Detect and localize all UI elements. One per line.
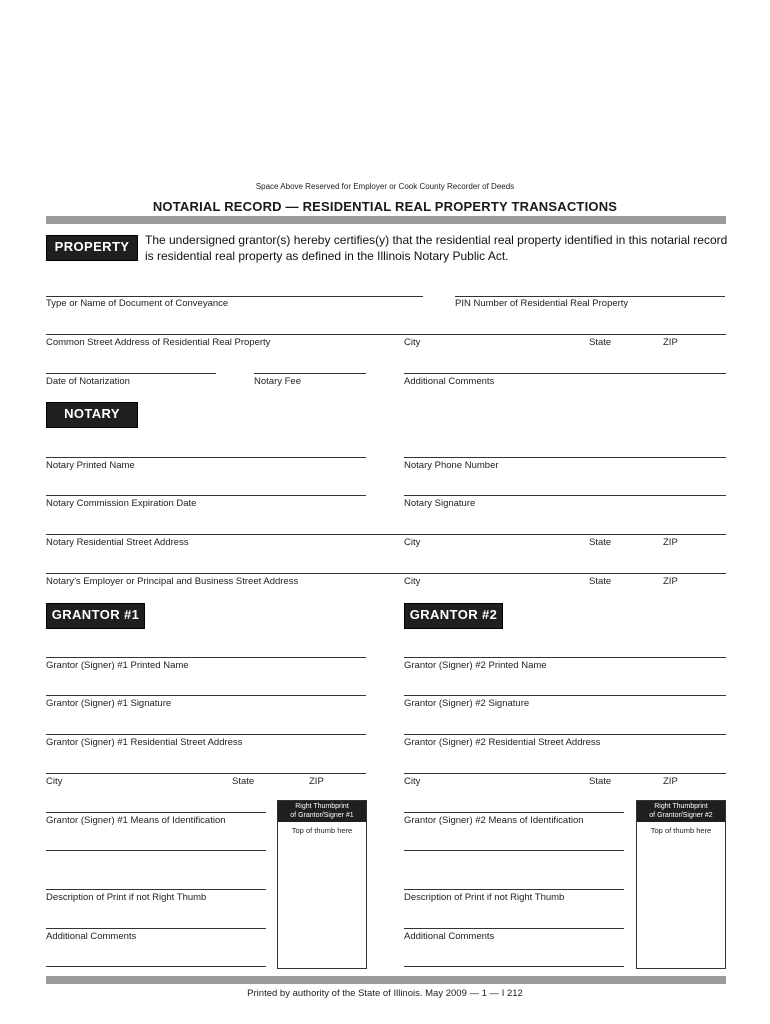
grantor2-comments-extra-line[interactable] — [404, 966, 624, 967]
commission-exp-label: Notary Commission Expiration Date — [46, 498, 197, 509]
grantor1-signature-line[interactable] — [46, 695, 366, 696]
grantor1-print-desc-line[interactable] — [46, 889, 266, 890]
property-comments-line[interactable] — [404, 373, 726, 374]
grantor2-thumbprint-title-line1: Right Thumbprint — [654, 803, 708, 810]
notary-signature-label: Notary Signature — [404, 498, 476, 509]
notary-name-line[interactable] — [46, 457, 366, 458]
grantor1-city-label: City — [46, 776, 63, 787]
top-divider-band — [46, 216, 726, 224]
grantor2-zip-label: ZIP — [663, 776, 678, 787]
notary-employer-line[interactable] — [46, 573, 726, 574]
notary-employer-label: Notary’s Employer or Principal and Business Street Address — [46, 576, 299, 587]
notary-res-street-line[interactable] — [46, 534, 726, 535]
property-intro-text: The undersigned grantor(s) hereby certifies(y) that the residential real property identified in this notarial record is residential real property as defined in the Illinois Notary Public Act. — [145, 233, 728, 263]
grantor2-print-desc-label: Description of Print if not Right Thumb — [404, 892, 565, 903]
grantor1-id-label: Grantor (Signer) #1 Means of Identification — [46, 815, 226, 826]
notary-section-badge: NOTARY — [46, 402, 138, 428]
grantor1-street-line[interactable] — [46, 734, 366, 735]
grantor2-thumbprint-header — [637, 801, 725, 822]
notary-emp-city-label: City — [404, 576, 421, 587]
grantor2-city-line[interactable] — [404, 773, 726, 774]
grantor2-thumbprint-title-line2: of Grantor/Signer #2 — [649, 812, 713, 819]
footer-printed-by: Printed by authority of the State of Illinois. May 2009 — 1 — I 212 — [247, 988, 523, 999]
grantor2-comments-line[interactable] — [404, 928, 624, 929]
notary-phone-line[interactable] — [404, 457, 726, 458]
notary-phone-label: Notary Phone Number — [404, 460, 499, 471]
notary-res-zip-label: ZIP — [663, 537, 678, 548]
document-type-label: Type or Name of Document of Conveyance — [46, 298, 229, 309]
notary-res-street-label: Notary Residential Street Address — [46, 537, 189, 548]
grantor1-thumbprint-header — [278, 801, 366, 822]
notary-res-city-label: City — [404, 537, 421, 548]
pin-label: PIN Number of Residential Real Property — [455, 298, 629, 309]
property-city-label: City — [404, 337, 421, 348]
grantor2-street-label: Grantor (Signer) #2 Residential Street Address — [404, 737, 601, 748]
grantor1-comments-line[interactable] — [46, 928, 266, 929]
grantor2-street-line[interactable] — [404, 734, 726, 735]
grantor1-id-line[interactable] — [46, 812, 266, 813]
notarization-date-label: Date of Notarization — [46, 376, 130, 387]
reserved-space-note: Space Above Reserved for Employer or Cook County Recorder of Deeds — [255, 182, 515, 191]
grantor1-name-label: Grantor (Signer) #1 Printed Name — [46, 660, 189, 671]
notary-fee-label: Notary Fee — [254, 376, 301, 387]
grantor1-city-line[interactable] — [46, 773, 366, 774]
form-title: NOTARIAL RECORD — RESIDENTIAL REAL PROPERTY TRANSACTIONS — [152, 199, 618, 214]
document-type-line[interactable] — [46, 296, 423, 297]
grantor2-print-desc-line[interactable] — [404, 889, 624, 890]
grantor1-thumbprint-note: Top of thumb here — [291, 826, 353, 835]
grantor1-print-desc-label: Description of Print if not Right Thumb — [46, 892, 207, 903]
grantor2-id-label: Grantor (Signer) #2 Means of Identification — [404, 815, 584, 826]
pin-line[interactable] — [455, 296, 725, 297]
notary-res-state-label: State — [589, 537, 612, 548]
grantor1-section-badge: GRANTOR #1 — [46, 603, 145, 629]
grantor1-state-label: State — [232, 776, 255, 787]
notary-name-label: Notary Printed Name — [46, 460, 135, 471]
grantor2-comments-label: Additional Comments — [404, 931, 495, 942]
grantor1-zip-label: ZIP — [309, 776, 324, 787]
grantor1-name-line[interactable] — [46, 657, 366, 658]
grantor1-thumbprint-box[interactable] — [277, 800, 367, 969]
property-comments-label: Additional Comments — [404, 376, 495, 387]
grantor1-thumbprint-title-line2: of Grantor/Signer #1 — [290, 812, 354, 819]
notary-signature-line[interactable] — [404, 495, 726, 496]
grantor2-id-extra-line[interactable] — [404, 850, 624, 851]
grantor1-id-extra-line[interactable] — [46, 850, 266, 851]
property-zip-label: ZIP — [663, 337, 678, 348]
property-section-badge: PROPERTY — [46, 235, 138, 261]
grantor1-comments-label: Additional Comments — [46, 931, 137, 942]
notarization-date-line[interactable] — [46, 373, 216, 374]
property-street-label: Common Street Address of Residential Real Property — [46, 337, 271, 348]
grantor2-signature-line[interactable] — [404, 695, 726, 696]
grantor1-street-label: Grantor (Signer) #1 Residential Street Address — [46, 737, 243, 748]
grantor2-state-label: State — [589, 776, 612, 787]
notary-emp-state-label: State — [589, 576, 612, 587]
commission-exp-line[interactable] — [46, 495, 366, 496]
bottom-divider-band — [46, 976, 726, 984]
grantor2-thumbprint-note: Top of thumb here — [650, 826, 712, 835]
grantor1-signature-label: Grantor (Signer) #1 Signature — [46, 698, 172, 709]
notary-fee-line[interactable] — [254, 373, 366, 374]
grantor1-thumbprint-title-line1: Right Thumbprint — [295, 803, 349, 810]
grantor2-signature-label: Grantor (Signer) #2 Signature — [404, 698, 530, 709]
notary-emp-zip-label: ZIP — [663, 576, 678, 587]
property-state-label: State — [589, 337, 612, 348]
grantor2-name-label: Grantor (Signer) #2 Printed Name — [404, 660, 547, 671]
grantor1-comments-extra-line[interactable] — [46, 966, 266, 967]
grantor2-name-line[interactable] — [404, 657, 726, 658]
grantor2-thumbprint-box[interactable] — [636, 800, 726, 969]
grantor2-city-label: City — [404, 776, 421, 787]
grantor2-id-line[interactable] — [404, 812, 624, 813]
grantor2-section-badge: GRANTOR #2 — [404, 603, 503, 629]
property-street-line[interactable] — [46, 334, 726, 335]
